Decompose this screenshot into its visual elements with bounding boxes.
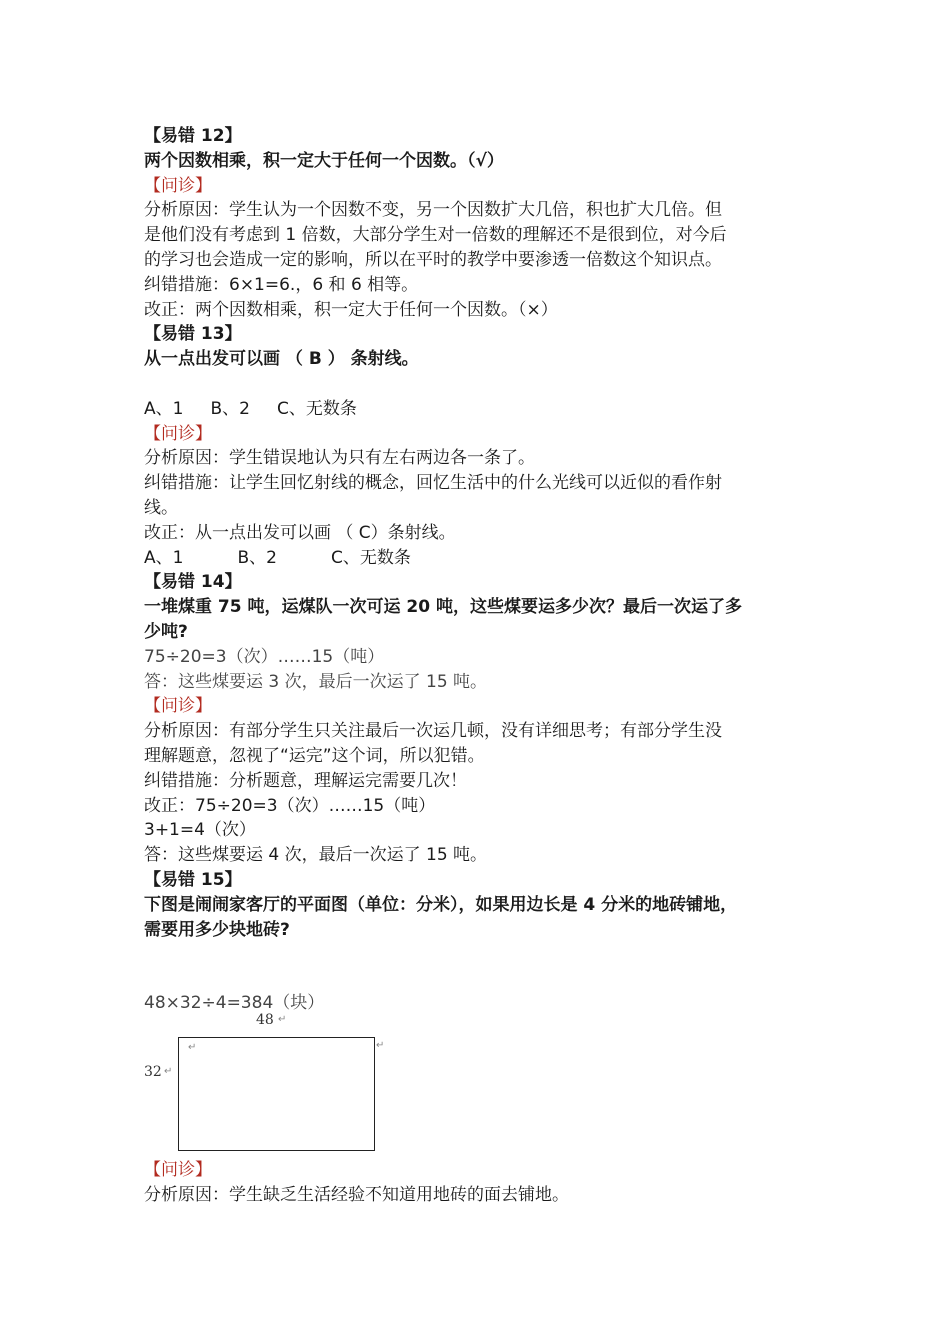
question-14-line2: 少吨? <box>144 621 188 642</box>
question-12: 两个因数相乘，积一定大于任何一个因数。（√） <box>144 150 504 171</box>
measure-12: 纠错措施：6×1=6.，6 和 6 相等。 <box>144 274 419 295</box>
wenzhen-label-15: 【问诊】 <box>144 1160 212 1181</box>
wenzhen-label-14: 【问诊】 <box>144 696 212 717</box>
spacer <box>144 372 834 397</box>
wrong-calc-15: 48×32÷4=384（块） <box>144 993 325 1014</box>
spacer <box>144 942 834 991</box>
correction-14-line3: 答：这些煤要运 4 次，最后一次运了 15 吨。 <box>144 845 488 866</box>
paragraph-mark-icon: ↵ <box>188 1042 197 1054</box>
document-page <box>144 124 834 1208</box>
correction-14-line2: 3+1=4（次） <box>144 820 256 841</box>
paragraph-mark-icon: ↵ <box>376 1040 385 1052</box>
question-14-line1: 一堆煤重 75 吨，运煤队一次可运 20 吨，这些煤要运多少次？最后一次运了多 <box>144 597 742 618</box>
correction-14-line1: 改正：75÷20=3（次）……15（吨） <box>144 795 436 816</box>
measure-13-line1: 纠错措施：让学生回忆射线的概念，回忆生活中的什么光线可以近似的看作射 <box>144 473 722 494</box>
analysis-14-line1: 分析原因：有部分学生只关注最后一次运几顿，没有详细思考；有部分学生没 <box>144 721 722 742</box>
analysis-13: 分析原因：学生错误地认为只有左右两边各一条了。 <box>144 448 535 469</box>
width-label: 48 <box>256 1012 274 1029</box>
wenzhen-label-12: 【问诊】 <box>144 175 212 196</box>
analysis-12-line2: 是他们没有考虑到 1 倍数，大部分学生对一倍数的理解还不是很到位，对今后 <box>144 225 727 246</box>
analysis-15: 分析原因：学生缺乏生活经验不知道用地砖的面去铺地。 <box>144 1184 569 1205</box>
options-13: A、1 B、2 C、无数条 <box>144 398 357 419</box>
section-heading-14: 【易错 14】 <box>144 572 242 593</box>
measure-14: 纠错措施：分析题意，理解运完需要几次！ <box>144 770 467 791</box>
height-label: 32 <box>144 1064 162 1081</box>
question-15-line2: 需要用多少块地砖? <box>144 919 290 940</box>
section-heading-12: 【易错 12】 <box>144 126 242 146</box>
analysis-12-line1: 分析原因：学生认为一个因数不变，另一个因数扩大几倍，积也扩大几倍。但 <box>144 200 722 221</box>
wrong-calc-14: 75÷20=3（次）……15（吨） <box>144 646 385 667</box>
wenzhen-label-13: 【问诊】 <box>144 423 212 444</box>
options-13-corrected: A、1 B、2 C、无数条 <box>144 547 411 568</box>
analysis-14-line2: 理解题意，忽视了“运完”这个词，所以犯错。 <box>144 745 485 766</box>
wrong-answer-14: 答：这些煤要运 3 次，最后一次运了 15 吨。 <box>144 671 488 692</box>
question-13: 从一点出发可以画 （ B ） 条射线。 <box>144 349 419 370</box>
room-floor-plan-figure <box>144 1012 834 1158</box>
paragraph-mark-icon: ↵ <box>278 1014 287 1026</box>
question-15-line1: 下图是闹闹家客厅的平面图（单位：分米），如果用边长是 4 分米的地砖铺地， <box>144 894 738 915</box>
paragraph-mark-icon: ↵ <box>164 1066 173 1078</box>
correction-12: 改正：两个因数相乘，积一定大于任何一个因数。（×） <box>144 299 558 320</box>
room-rectangle <box>178 1037 375 1151</box>
analysis-12-line3: 的学习也会造成一定的影响，所以在平时的教学中要渗透一倍数这个知识点。 <box>144 249 722 270</box>
correction-13: 改正：从一点出发可以画 （ C）条射线。 <box>144 522 456 543</box>
section-heading-13: 【易错 13】 <box>144 324 242 345</box>
section-heading-15: 【易错 15】 <box>144 869 242 890</box>
measure-13-line2: 线。 <box>144 497 178 518</box>
